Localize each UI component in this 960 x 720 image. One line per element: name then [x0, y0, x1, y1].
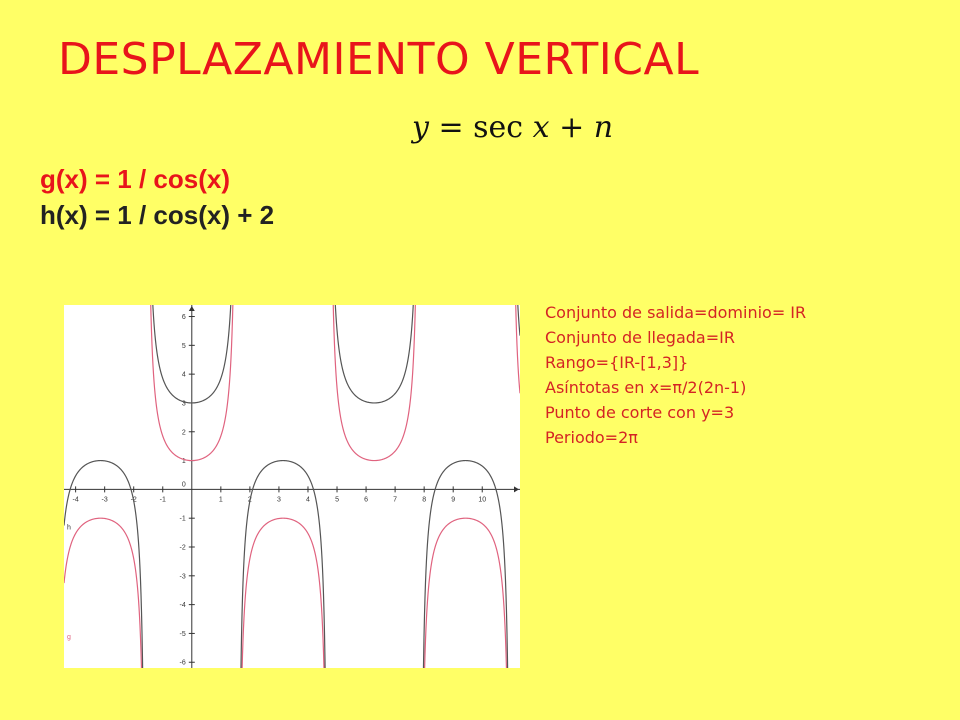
y-tick-label: -4 — [179, 602, 186, 610]
x-tick-label: 4 — [306, 496, 310, 504]
y-tick-label: 6 — [181, 314, 186, 322]
property-period: Periodo=2π — [545, 428, 638, 447]
x-tick-label: -4 — [72, 496, 79, 504]
property-asymptotes: Asíntotas en x=π/2(2n-1) — [545, 378, 747, 397]
y-tick-label: -6 — [179, 659, 186, 667]
property-domain: Conjunto de salida=dominio= IR — [545, 303, 807, 322]
y-tick-label: -1 — [179, 515, 186, 523]
x-tick-label: 7 — [393, 496, 398, 504]
formula-var: x — [532, 110, 550, 145]
series-g-label: g — [67, 634, 71, 642]
formula-lhs: y — [412, 110, 429, 145]
x-tick-label: -3 — [101, 496, 108, 504]
x-tick-label: 1 — [218, 496, 223, 504]
property-codomain: Conjunto de llegada=IR — [545, 328, 735, 347]
function-h-label: h(x) = 1 / cos(x) + 2 — [40, 200, 275, 230]
graph-panel — [64, 305, 520, 668]
formula — [412, 110, 613, 145]
y-tick-label: -3 — [179, 573, 186, 581]
x-tick-label: 8 — [422, 496, 427, 504]
y-tick-label: 4 — [181, 371, 186, 379]
formula-n: n — [593, 110, 614, 145]
x-tick-label: 6 — [364, 496, 369, 504]
y-tick-label: 2 — [181, 429, 186, 437]
series-h-line — [64, 305, 520, 668]
x-tick-label: 2 — [247, 496, 252, 504]
y-tick-label: 0 — [181, 481, 186, 489]
series-h-label: h — [67, 524, 71, 532]
series-g-line — [64, 305, 520, 668]
property-range: Rango={IR-[1,3]} — [545, 353, 689, 372]
y-tick-label: 3 — [181, 400, 186, 408]
slide-title: DESPLAZAMIENTO VERTICAL — [58, 34, 700, 85]
x-tick-label: 5 — [335, 496, 339, 504]
y-tick-label: 5 — [181, 342, 186, 350]
formula-eq: = sec — [428, 110, 533, 145]
x-tick-label: -1 — [159, 496, 166, 504]
x-tick-label: 3 — [276, 496, 281, 504]
y-tick-label: 1 — [181, 458, 186, 466]
secant-chart — [64, 305, 520, 668]
formula-plus: + — [549, 110, 594, 145]
y-tick-label: -5 — [179, 630, 186, 638]
x-tick-label: -2 — [130, 496, 137, 504]
x-tick-label: 9 — [451, 496, 456, 504]
function-g-label: g(x) = 1 / cos(x) — [40, 164, 230, 194]
x-axis-arrow — [514, 486, 519, 492]
property-y-intercept: Punto de corte con y=3 — [545, 403, 735, 422]
y-axis-arrow — [189, 306, 195, 311]
x-tick-label: 10 — [478, 496, 487, 504]
properties-list — [545, 300, 806, 450]
y-tick-label: -2 — [179, 544, 186, 552]
